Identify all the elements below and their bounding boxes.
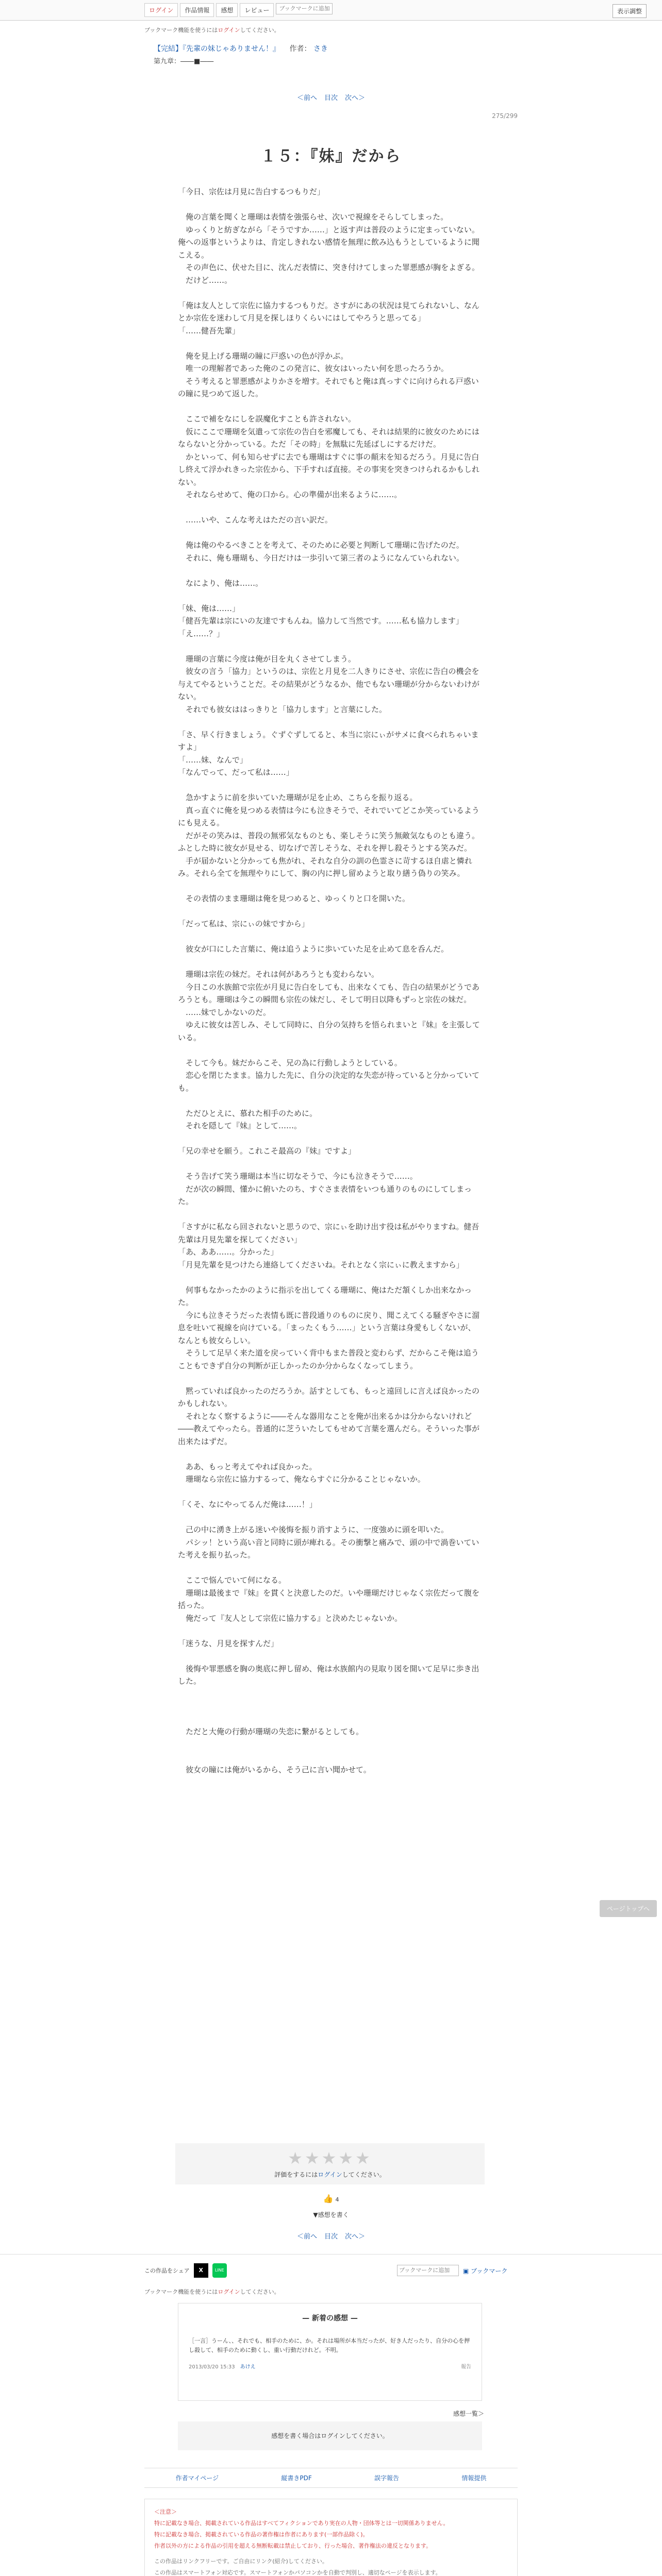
novel-paragraph: そうして足早く来た道を戻っていく背中もまた普段と変わらず、だからこそ俺は追うこともできず自分の判断が正しかったのか分からなくなってしまう。 xyxy=(178,1348,479,1370)
login-to-write: 感想を書く場合はログインしてください。 xyxy=(178,2421,482,2450)
login-tab[interactable]: ログイン xyxy=(144,3,178,17)
header xyxy=(0,0,662,21)
novel-paragraph: ……いや、こんな考えはただの言い訳だ。 xyxy=(178,515,333,524)
novel-paragraph: ただひとえに、慕れた相手のために。 xyxy=(178,1108,318,1118)
novel-paragraph xyxy=(178,501,482,514)
novel-paragraph: ゆっくりと紡ぎながら「そうですか……」と返す声は普段のように定まっていない。俺への返事というよりは、肯定しきれない感情を無理に飲み込もうとしているように聞こえる。 xyxy=(178,225,480,260)
report-link[interactable]: 報告 xyxy=(461,2364,471,2370)
novel-paragraph xyxy=(178,1688,482,1701)
novel-paragraph: 何事もなかったかのように指示を出してくる珊瑚に、俺はただ頷くしか出来なかった。 xyxy=(178,1285,472,1307)
eval-note-post: してください。 xyxy=(342,2171,386,2178)
novel-paragraph xyxy=(178,1713,482,1726)
evaluation-note xyxy=(175,2170,485,2179)
pager-bottom xyxy=(0,2231,662,2241)
chapter-label: 第九章：――■―― xyxy=(154,58,214,65)
novel-paragraph xyxy=(178,1044,482,1057)
novel-paragraph: 「……健吾先輩」 xyxy=(178,326,240,335)
footer-link[interactable]: 作者マイページ xyxy=(175,2475,219,2482)
line-share-icon[interactable]: LINE xyxy=(212,2263,227,2278)
next-link-bottom[interactable]: 次へ＞ xyxy=(345,2233,366,2241)
author-label: 作者： xyxy=(289,45,311,53)
novel-paragraph xyxy=(178,1094,482,1107)
novel-paragraph: 「今日、宗佐は月見に告白するつもりだ」 xyxy=(178,187,325,196)
novel-paragraph: 「……妹、なんで」 xyxy=(178,755,248,765)
novel-paragraph xyxy=(178,880,482,893)
footer-link[interactable]: 誤字報告 xyxy=(374,2475,400,2482)
novel-paragraph: ここで悩んでいて何になる。 xyxy=(178,1575,287,1585)
divider xyxy=(0,2254,662,2255)
novel-paragraph xyxy=(178,1562,482,1574)
novel-paragraph: パシッ！という高い音と同時に頭が痺れる。その衝撃と痛みで、頭の中で渦巻いていた考えを振り払った。 xyxy=(178,1537,479,1560)
toc-link[interactable]: 目次 xyxy=(324,94,338,102)
novel-paragraph: 俺を見上げる珊瑚の瞳に戸惑いの色が浮かぶ。 xyxy=(178,351,349,361)
novel-paragraph: だけど……。 xyxy=(178,275,233,285)
novel-paragraph: 「あ、ああ……。分かった」 xyxy=(178,1247,278,1257)
notice-gray-1: この作品はリンクフリーです。ご自由にリンク(紹介)してください。 xyxy=(154,2558,328,2565)
novel-paragraph xyxy=(178,337,482,350)
novel-paragraph: ……妹でしかないのだ。 xyxy=(178,1007,271,1017)
bookmark-label: ブックマーク xyxy=(471,2267,508,2275)
novel-paragraph: 己の中に湧き上がる迷いや後悔を振り消すように、一度強めに頭を叩いた。 xyxy=(178,1525,449,1534)
latest-text: ［一言］うーん、、それでも、相手のために、か。それは場所が本当だったが、好き人だったり、自分の心を押し殺して、相手のために動くし、重い行動だけれど。不明。 xyxy=(189,2337,470,2353)
novel-paragraph: 仮にここで珊瑚を気遣って宗佐の告白を邪魔しても、それは結果的に彼女のためにはならないと分かっている。ただ「その時」を無駄に先延ばしにするだけだ。 xyxy=(178,427,480,449)
pager-top xyxy=(0,92,662,102)
novel-paragraph: 急かすように前を歩いていた珊瑚が足を止め、こちらを振り返る。 xyxy=(178,793,418,802)
novel-paragraph xyxy=(178,640,482,653)
novel-paragraph: 「なんでって、だって私は……」 xyxy=(178,768,294,777)
footer-link[interactable]: 縦書きPDF xyxy=(281,2475,312,2482)
novel-paragraph xyxy=(178,1751,482,1764)
latest-date: 2013/03/20 15:33 xyxy=(189,2364,235,2370)
novel-paragraph xyxy=(178,589,482,602)
novel-paragraph: 珊瑚は宗佐の妹だ。それは何があろうとも変わらない。 xyxy=(178,970,379,979)
notice-title: ＜注意＞ xyxy=(154,2509,177,2515)
novel-paragraph: 手が届かないと分かっても焦がれ、それな自分の訓の色霊さに苛するほ自虐と憐れみ。それら全てを無理やりにして、胸の内に押し留めようと取り繕う偽りの笑み。 xyxy=(178,856,472,878)
novel-paragraph xyxy=(178,779,482,792)
thumb-up-icon[interactable]: 👍 xyxy=(323,2194,334,2204)
novel-paragraph: ああ、もっと考えてやれば良かった。 xyxy=(178,1462,317,1471)
bookmark-input[interactable] xyxy=(276,3,333,14)
next-link[interactable]: 次へ＞ xyxy=(345,94,366,102)
novel-paragraph: なにより、俺は……。 xyxy=(178,578,263,588)
info-line xyxy=(144,26,662,34)
novel-paragraph xyxy=(178,1158,482,1171)
novel-paragraph: 俺だって『友人として宗佐に協力する』と決めたじゃないか。 xyxy=(178,1613,403,1623)
novel-paragraph: それとなく察するように――そんな器用なことを俺が出来るかは分からないけれど――教えてやったら。普通的に芝ういたしてもせめて言葉を選んだら。そういった事が出来たはずだ。 xyxy=(178,1411,480,1446)
novel-paragraph: 後悔や罪悪感を胸の奥底に押し留め、俺は水族館内の見取り図を開いて足早に歩き出した。 xyxy=(178,1664,479,1686)
bookmark-link[interactable] xyxy=(463,2266,507,2275)
novel-paragraph xyxy=(178,1650,482,1663)
info-login-link-b[interactable]: ログイン xyxy=(218,2289,240,2295)
novel-paragraph: 「え……？」 xyxy=(178,629,225,638)
footer-link[interactable]: 情報提供 xyxy=(461,2475,487,2482)
novel-paragraph: 「さ、早く行きましょう。ぐずぐずしてると、本当に宗にぃがサメに食べられちゃいますよ」 xyxy=(178,730,479,752)
novel-paragraph: 「迷うな、月見を探すんだ」 xyxy=(178,1638,279,1648)
novel-paragraph: だがその笑みは、普段の無邪気なものとも、楽しそうに笑う無敵気なものとも違う。ふとした時に彼女が見せる、切なげで苦しそうな、それを押し殺そうとする笑みだ。 xyxy=(178,831,480,853)
novel-paragraph xyxy=(178,905,482,918)
novel-paragraph xyxy=(178,286,482,299)
novel-paragraph xyxy=(178,1208,482,1221)
novel-paragraph: 「俺は友人として宗佐に協力するつもりだ。さすがにあの状況は見てられないし、なんとか宗佐を迷わして月見を探しほりくらいにはしてやろうと思ってる」 xyxy=(178,300,479,323)
info-text-b: ブックマーク機能を使うには xyxy=(144,2289,218,2295)
novel-paragraph: ゆえに彼女は苦しみ、そして同時に、自分の気持ちを悟られまいと『妹』を主張している。 xyxy=(178,1020,480,1042)
novel-paragraph: 「月見先輩を見つけたら連絡してくださいね。それとなく宗にぃに教えますから」 xyxy=(178,1260,464,1269)
novel-paragraph: 「妹、俺は……」 xyxy=(178,603,240,613)
novel-paragraph: 唯一の理解者であった俺のこの発言に、彼女はいったい何を思ったろうか。 xyxy=(178,364,449,373)
page-count: 275/299 xyxy=(492,112,518,120)
page-top-button[interactable]: ページトップへ xyxy=(600,1900,657,1917)
novel-paragraph: 今日この水族館で宗佐が月見に告白をしても、出来なくても、告白の結果がどうであろうとも。珊瑚は今この瞬間も宗佐の妹だし、そして明日以降もずっと宗佐の妹だ。 xyxy=(178,982,480,1004)
novel-paragraph xyxy=(178,1511,482,1524)
rating-stars[interactable]: ★★★★★ xyxy=(288,2148,372,2168)
latest-meta xyxy=(189,2362,471,2370)
novel-paragraph: 珊瑚は最後まで『妹』を貫くと決意したのだ。いや珊瑚だけじゃなく宗佐だって腹を括った。 xyxy=(178,1588,480,1610)
novel-paragraph xyxy=(178,198,482,211)
works-tab[interactable]: 作品情報 xyxy=(180,3,214,17)
novel-paragraph: 俺の言葉を聞くと珊瑚は表情を強張らせ、次いで視線をそらしてしまった。 xyxy=(178,212,449,222)
info-login-link[interactable]: ログイン xyxy=(218,27,240,33)
novel-paragraph xyxy=(178,1132,482,1145)
novel-paragraph xyxy=(178,1738,482,1751)
latest-user-link[interactable]: あけえ xyxy=(240,2364,256,2370)
novel-paragraph: その声色に、伏せた目に、沈んだ表情に、突き付けてしまった罪悪感が胸をよぎる。 xyxy=(178,263,480,272)
like-area xyxy=(0,2194,662,2204)
novel-paragraph xyxy=(178,1448,482,1461)
novel-paragraph xyxy=(178,527,482,539)
latest-impressions-box xyxy=(178,2303,482,2401)
novel-paragraph: その表情のまま珊瑚は俺を見つめると、ゆっくりと口を開いた。 xyxy=(178,894,410,903)
novel-paragraph: そう告げて笑う珊瑚は本当に切なそうで、今にも泣きそうで……。 xyxy=(178,1172,418,1181)
series-link[interactable]: 【完結】『先輩の妹じゃありません！』 xyxy=(154,45,280,53)
bookmark-row xyxy=(397,2265,507,2276)
evaluation-box xyxy=(175,2143,485,2184)
novel-paragraph: 珊瑚なら宗佐に協力するって、俺ならすぐに分かることじゃないか。 xyxy=(178,1475,425,1484)
novel-paragraph xyxy=(178,930,482,943)
toc-link-bottom[interactable]: 目次 xyxy=(324,2233,338,2241)
info-line-bottom xyxy=(144,2287,280,2296)
novel-body xyxy=(178,185,482,1776)
prev-link-bottom[interactable]: ＜前へ xyxy=(296,2233,317,2241)
review-tab[interactable]: レビュー xyxy=(240,3,274,17)
novel-paragraph: そう考えると罪悪感がよりかさを増す。それでもと俺は真っすぐに向けられる戸惑いの瞳に見つめて返した。 xyxy=(178,376,479,398)
breadcrumb xyxy=(154,43,662,54)
notice-red-1: 特に記載なき場合、掲載されている作品はすべてフィクションであり実在の人物・団体等とは一切関係ありません。 xyxy=(154,2520,449,2527)
novel-paragraph: 「健吾先輩は宗にいの友達ですもんね。協力して当然です。……私も協力します」 xyxy=(178,616,464,625)
novel-paragraph xyxy=(178,1372,482,1385)
novel-paragraph: ただと大俺の行動が珊瑚の失恋に繋がるとしても。 xyxy=(178,1727,364,1736)
display-settings-button[interactable]: 表示調整 xyxy=(613,4,647,18)
chapter-title: １５：『妹』だから xyxy=(260,147,402,165)
novel-paragraph: それならせめて、俺の口から。心の準備が出来るように……。 xyxy=(178,490,402,499)
share-label: この作品をシェア xyxy=(144,2267,190,2274)
write-impression-link[interactable]: ▼感想を書く xyxy=(313,2211,349,2218)
novel-paragraph: 黙っていれば良かったのだろうか。話すとしても、もっと遠回しに言えば良かったのかもしれない。 xyxy=(178,1386,480,1408)
novel-paragraph: それでも彼女ははっきりと「協力します」と言葉にした。 xyxy=(178,704,387,714)
novel-paragraph: 彼女の瞳には俺がいるから、そう己に言い聞かせて。 xyxy=(178,1765,371,1774)
novel-paragraph: 「兄の幸せを願う。これこそ最高の『妹』ですよ」 xyxy=(178,1146,356,1156)
share-row xyxy=(144,2263,227,2278)
novel-paragraph: 俺は俺のやるべきことを考えて、そのために必要と判断して珊瑚に告げたのだ。 xyxy=(178,540,464,550)
novel-paragraph xyxy=(178,716,482,728)
novel-paragraph: 彼女が口にした言葉に、俺は追うように歩いていた足を止めて息を呑んだ。 xyxy=(178,944,449,954)
notice-red-2: 特に記載なき場合、掲載されている作品の著作権は作者にあります(一部作品除く)。 xyxy=(154,2531,369,2538)
novel-paragraph: ここで補をなにしを誤魔化すことも許されない。 xyxy=(178,414,356,423)
novel-paragraph: そして今も。妹だからこそ、兄の為に行動しようとしている。 xyxy=(178,1058,402,1067)
info-text-post: してください。 xyxy=(240,27,280,33)
footer-links xyxy=(144,2468,518,2488)
novel-paragraph: 今にも泣きそうだった表情も既に普段通りのものに戻り、聞こえてくる騒ぎやさに溜息を吐いて視線を向けている。「まったくもう……」という言葉は身愛もしくないが、なんとも彼女らしい。 xyxy=(178,1310,480,1345)
latest-heading: — 新着の感想 — xyxy=(302,2314,358,2323)
novel-paragraph: それを隠して『妹』として……。 xyxy=(178,1121,302,1130)
novel-paragraph: 「くそ、なにやってるんだ俺は……！」 xyxy=(178,1500,317,1509)
bookmark-input-bottom[interactable] xyxy=(397,2265,459,2276)
novel-paragraph: だが次の瞬間、懂かに俯いたのち、すぐさま表情をいつも通りのものにしてしまった。 xyxy=(178,1184,472,1206)
novel-paragraph xyxy=(178,1486,482,1499)
author-link[interactable]: さき xyxy=(313,45,328,53)
novel-paragraph xyxy=(178,1624,482,1637)
novel-paragraph: 「だって私は、宗にぃの妹ですから」 xyxy=(178,919,309,928)
x-share-icon[interactable]: X xyxy=(194,2263,208,2278)
notice-gray-2: この作品はスマートフォン対応です。スマートフォンかパソコンかを自動で判別し、適切なページを表示します。 xyxy=(154,2569,441,2576)
novel-paragraph xyxy=(178,1271,482,1284)
impressions-tab[interactable]: 感想 xyxy=(216,3,238,17)
novel-paragraph: それに、俺も珊瑚も、今日だけは一歩引いて第三者のようになんていられない。 xyxy=(178,553,465,563)
eval-note-pre: 評価をするには xyxy=(274,2171,318,2178)
novel-paragraph: 珊瑚の言葉に今度は俺が目を丸くさせてしまう。 xyxy=(178,654,356,664)
info-text-post-b: してください。 xyxy=(240,2289,280,2295)
novel-paragraph: 「さすがに私なら回されないと思うので、宗にぃを助け出す役は私がやりますね。健吾先輩は月見先輩を探してください」 xyxy=(178,1222,479,1244)
novel-paragraph: 彼女の言う「協力」というのは、宗佐と月見を二人きりにさせ、宗佐に告白の機会を与えてやるということだ。その結果がどうなるか、他でもない珊瑚が分からないわけがない。 xyxy=(178,667,480,701)
bookmark-icon: ▣ xyxy=(463,2267,469,2275)
notice-red-3: 作者以外の方による作品の引用を超える無断転載は禁止しており、行った場合、著作権法の違反となります。 xyxy=(154,2543,432,2549)
all-impressions-link[interactable]: 感想一覧＞ xyxy=(453,2410,484,2417)
novel-paragraph xyxy=(178,956,482,969)
like-count: 4 xyxy=(335,2196,339,2203)
info-text: ブックマーク機能を使うには xyxy=(144,27,218,33)
novel-paragraph: 恋心を閉じたまま。協力した先に、自分の決定的な失恋が待っていると分かっていても。 xyxy=(178,1071,480,1093)
novel-paragraph: 真っ直ぐに俺を見つめる表情は今にも泣きそうで、それでいてどこか笑っているようにも見える。 xyxy=(178,805,479,827)
novel-paragraph xyxy=(178,564,482,577)
eval-login-link[interactable]: ログイン xyxy=(318,2171,342,2178)
notice-box xyxy=(144,2499,518,2576)
novel-paragraph xyxy=(178,1700,482,1713)
prev-link[interactable]: ＜前へ xyxy=(296,94,317,102)
novel-paragraph: かといって、何も知らせずに去でも珊瑚はすぐに事の顛末を知るだろう。月見に告白し終えて浮かれきった宗佐から、下手すれば直接。その事実を突きつけられるかもしれない。 xyxy=(178,452,480,487)
novel-paragraph xyxy=(178,400,482,413)
